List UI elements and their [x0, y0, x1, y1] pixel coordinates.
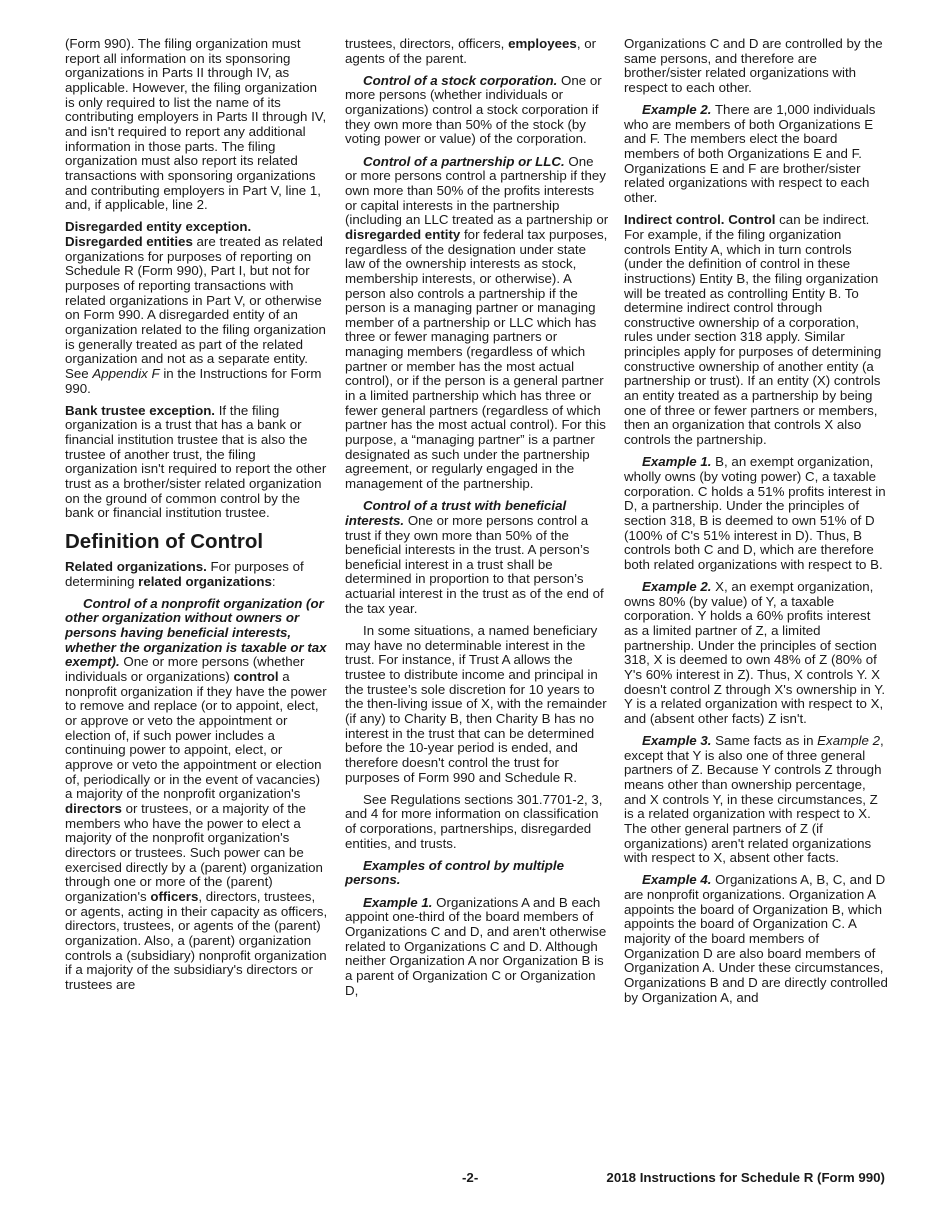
run-heading: related organizations — [138, 573, 272, 589]
run-heading: Related organizations. — [65, 559, 207, 574]
run-text: One or more persons control a partnership if they own more than 50% of the profits interests or capital interests in the partnership (including an LLC treated as a partnership or — [345, 153, 609, 228]
run-text: One or more persons control a trust if they own more than 50% of the beneficial interests in the trust. A person’s beneficial interest in a trust shall be determined in proportion to that person’s actuarial interest in the trust as of the end of the tax year. — [345, 512, 604, 616]
run-heading: Control of a partnership or LLC. — [363, 153, 565, 169]
run-heading: Disregarded entities — [65, 234, 193, 250]
run-text: , except that Y is also one of three general partners of Z. Because Y controls Z through means other than ownership percentage, and X controls Y, in these circumstances, Z is a related organization with respect to X. The other general partners of Z (if organizations) aren't related organizations with respect to X, absent other facts. — [624, 733, 884, 866]
paragraph — [624, 734, 888, 866]
paragraph — [345, 499, 609, 616]
run-text: B, an exempt organization, wholly owns (by voting power) C, a taxable corporation. C holds a 51% profits interest in D, a partnership. Under the principles of section 318, B is deemed to own 51% of D (100% of C's 51% interest in D). Thus, B controls both C and D, which are therefore both related organizations with respect to B. — [624, 454, 886, 572]
run-heading: officers — [150, 888, 199, 904]
run-text: For purposes of determining — [65, 559, 304, 589]
run-text: Organizations A and B each appoint one-third of the board members of Organizations C and D, and aren't otherwise related to Organizations C and D. Although neither Organization A nor Organization B is a parent of Organization C or Organization D, — [345, 894, 607, 998]
run-text: are treated as related organizations for purposes of reporting on Schedule R (Form 990), Part I, but not for purposes of reporting transactions with related organizations in Part V, or otherwise on Form 990. A disregarded entity of an organization related to the filing organization is generally treated as part of the related organization and not as a separate entity. See — [65, 234, 326, 381]
run-heading: disregarded entity — [345, 226, 461, 242]
run-italic: Appendix F — [92, 365, 160, 381]
paragraph — [624, 455, 888, 572]
footer-title: 2018 Instructions for Schedule R (Form 990) — [606, 1170, 885, 1185]
run-heading: Disregarded entity exception. — [65, 219, 252, 235]
section-heading — [65, 530, 329, 554]
run-text: , or agents of the parent. — [345, 36, 597, 66]
text-column-2 — [345, 37, 609, 1006]
run-text: or trustees, or a majority of the members who have the power to elect a majority of the nonprofit organization's directors or trustees. Such power can be exercised directly by a (parent) organization through one or more of the (parent) organization's — [65, 801, 323, 904]
run-text: (Form 990). The filing organization must report all information on its sponsoring organizations in Parts II through IV, as applicable. However, the filing organization is only required to list the name of its contributing employers in Parts II through IV, and isn't required to report any additional information in those parts. The filing organization must also report its related transactions with sponsoring organizations and contributing employers in Part V, line 1, and, if applicable, line 2. — [65, 36, 327, 213]
run-heading: Examples of control by multiple persons. — [345, 857, 564, 888]
paragraph — [345, 155, 609, 492]
run-text: See Regulations sections 301.7701-2, 3, and 4 for more information on classification of corporations, partnerships, disregarded entities, and trusts. — [345, 791, 603, 851]
paragraph — [345, 896, 609, 999]
paragraph — [624, 873, 888, 1005]
paragraph — [345, 37, 609, 66]
paragraph — [65, 37, 329, 213]
text-column-1 — [65, 37, 329, 1000]
run-text: Organizations A, B, C, and D are nonprofit organizations. Organization A appoints the board of Organization B, which appoints the board of Organization C. A majority of the board members of Organization D are also board members of Organization A. Under these circumstances, Organizations B and D are directly controlled by Organization A, and — [624, 872, 888, 1005]
paragraph — [345, 793, 609, 852]
paragraph — [65, 220, 329, 396]
run-heading: Example 2. — [642, 102, 712, 118]
text-column-3 — [624, 37, 888, 1013]
run-heading: employees — [508, 36, 577, 51]
run-text: One or more persons (whether individuals or organizations) — [65, 654, 305, 685]
run-heading: Control — [728, 212, 776, 228]
run-text: can be indirect. For example, if the filing organization controls Entity A, which in turn controls (under the definition of control in these instructions) Entity B, the filing organization will be treated as controlling Entity B. To determine indirect control through constructive ownership of a corporation, rules under section 318 apply. Similar principles apply for purposes of determining constructive ownership of another entity (a partnership or trust). If an entity (X) controls an entity treated as a partnership by being one of three or fewer partners or members, then an organization that controls X also controls the partnership. — [624, 212, 882, 448]
run-heading: Indirect control. — [624, 212, 725, 228]
run-text: X, an exempt organization, owns 80% (by value) of Y, a taxable corporation. Y holds a 60% profits interest as a limited partner of Z, a limited partnership. Under the principles of section 318, X is deemed to own 48% of Z (80% of Y's 60% interest in Z). Thus, X controls Y. X doesn't control Z through X's ownership in Y. Y is a related organization with respect to X, and (absent other facts) Z isn't. — [624, 578, 886, 726]
run-heading: Control of a trust with beneficial interests. — [345, 498, 567, 528]
run-text: in the Instructions for Form 990. — [65, 365, 322, 396]
run-heading: Example 4. — [642, 872, 712, 888]
run-heading: control — [233, 669, 279, 685]
run-heading: directors — [65, 801, 122, 816]
page-number: -2- — [462, 1170, 479, 1185]
run-heading: Bank trustee exception. — [65, 402, 216, 418]
run-text: Same facts as in — [711, 733, 818, 749]
run-text: Organizations C and D are controlled by the same persons, and therefore are brother/sister related organizations with respect to each other. — [624, 36, 883, 95]
run-italic: Example 2 — [817, 733, 880, 749]
run-heading: Example 2. — [642, 578, 712, 594]
paragraph — [624, 103, 888, 206]
run-text: a nonprofit organization if they have the power to remove and replace (or to appoint, elect, or approve or veto the appointment or election of, if such power includes a continuing power to appoint, elect, or approve or veto the appointment or election of, periodically or in the event of vacancies) a majority of the nonprofit organization's — [65, 669, 327, 802]
run-text: In some situations, a named beneficiary may have no determinable interest in the trust. For instance, if Trust A allows the trustee to distribute income and principal in the trustee’s sole discretion for 10 years to the then-living issue of X, with the remainder (if any) to Charity B, then Charity B has no interest in the trust that can be determined before the 10-year period is ended, and therefore doesn't control the trust for purposes of Form 990 and Schedule R. — [345, 622, 607, 785]
run-heading: Example 1. — [363, 894, 433, 910]
run-text: , directors, trustees, or agents, acting in their capacity as officers, directors, trustees, or agents of the (parent) organization. Also, a (parent) organization controls a (subsidiary) nonprofit organization if a majority of the subsidiary's directors or trustees are — [65, 888, 328, 992]
run-text: for federal tax purposes, regardless of the designation under state law of the ownership interests as stock, membership interests, or otherwise). A person also controls a partnership if the person is a managing partner or managing member of a partnership or LLC which has three or fewer managing partners or managing members (regardless of which partner or member has the most actual control), or if the person is a general partner in a limited partnership which has three or fewer general partners (regardless of which partner has the most actual control). For this purpose, a “managing partner” is a partner designated as such under the partnership agreement, or regularly engaged in the management of the partnership. — [345, 226, 608, 492]
run-text: One or more persons (whether individuals or organizations) control a stock corporation if they own more than 50% of the stock (by voting power or value) of the corporation. — [345, 72, 602, 147]
paragraph — [345, 859, 609, 888]
paragraph — [65, 560, 329, 589]
run-text: Definition of Control — [65, 530, 264, 553]
paragraph — [624, 213, 888, 448]
paragraph — [624, 580, 888, 727]
run-text: There are 1,000 individuals who are members of both Organizations E and F. The members elect the board members of both Organizations E and F. Organizations E and F are brother/sister related organizations with respect to each other. — [624, 102, 876, 206]
paragraph — [345, 74, 609, 147]
paragraph — [65, 597, 329, 993]
run-heading: Control of a stock corporation. — [363, 72, 558, 88]
run-text: trustees, directors, officers, — [345, 36, 509, 51]
run-text: : — [271, 573, 276, 589]
paragraph — [65, 404, 329, 521]
paragraph — [624, 37, 888, 96]
paragraph — [345, 624, 609, 785]
run-heading: Example 3. — [642, 733, 712, 749]
run-text: If the filing organization is a trust that has a bank or financial institution trustee that is also the trustee of another trust, the filing organization isn't required to report the other trust as a brother/sister related organization on the ground of common control by the bank or financial institution trustee. — [65, 402, 327, 521]
run-heading: Control of a nonprofit organization (or other organization without owners or persons having beneficial interests, whether the organization is taxable or tax exempt). — [65, 595, 327, 670]
run-heading: Example 1. — [642, 454, 712, 470]
